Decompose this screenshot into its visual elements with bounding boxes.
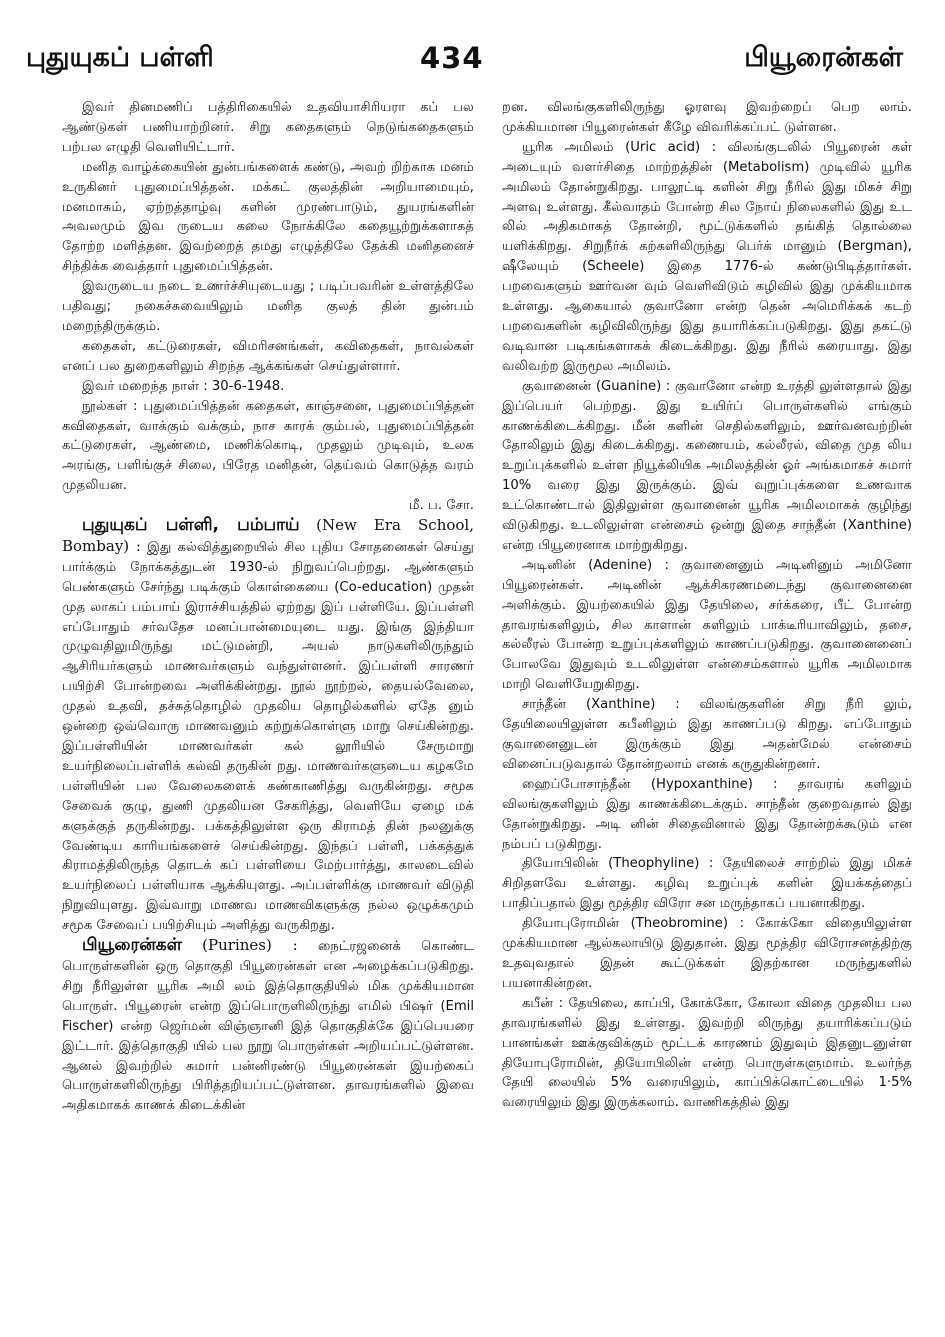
subentry-xanthine: சாந்தீன் (Xanthine) : விலங்குகளின் சிறு நீரி லும், தேயிலையிலுள்ள கபீனிலும் இது காணப்படு கிறது. எப்போதும் குவானைனுடன் இருக்கும் இது அதன்மேல் என்சைம் வினைப்படுவதால் தோன்றலாம் எனக் கருதுகின்றனர்.: [502, 697, 912, 772]
entry-body: இது கல்வித்துறையில் சில புதிய சோதனைகள் செய்து பார்க்கும் நோக்கத்துடன் 1930-ல் நிறுவப்பெற்றது. ஆண்களும் பெண்களும் சேர்ந்து படிக்கும் கொள்கையை (Co-education) முதன் முத லாகப் பம்பாய் இராச்சியத்தில் ஏற்றது இப் பள்ளியே. இப்பள்ளி எப்போதும் சர்வதேச மனப்பான்மையுடை யது. இங்கு இந்தியா முழுவதிலுமிருந்து மட்டுமன்றி, அயல் நாடுகளிலிருந்தும் ஆசிரியர்களும் மாணவர்களும் வந்துள்ளனர். இப்பள்ளி சாரணர் பயிற்சி போன்றவை அளிக்கின்றது. நூல் நூற்றல், தையல்வேலை, முதல் உதவி, தச்சுத்தொழில் முதலிய தொழில்களில் ஏதே னும் ஒன்றை ஒவ்வொரு மாணவனும் கற்றுக்கொள்ளு மாறு செய்கின்றது. இப்பள்ளியின் மாணவர்கள் கல் லூரியில் சேருமாறு உயர்நிலைப்பள்ளிக் கல்வி தருகின் றது. மாணவர்களுடைய கழகமே பள்ளியின் பல வேலைகளைக் கண்காணித்து வருகின்றது. சமூக சேவைக் குழு, துணி முதலியன சேகரித்து, வெளியே ஏழை மக் களுக்குத் தருகின்றது. பக்கத்திலுள்ள ஒரு கிராமத் தின் நலனுக்கு வேண்டிய காரியங்களைச் செய்கின்றது. இந்தப் பள்ளி, பக்கத்துக் கிராமத்திலிருந்த தொடக் கப் பள்ளியை மேற்பார்த்து, காலடைவில் உயர்நிலைப் பள்ளியாக ஆக்கியுளது. அப்பள்ளிக்கு மாணவர் விடுதி நிறுவியுளது. இவ்வாறு மாணவ மாணவிகளுக்கு நல்ல ஒழுக்கமும் சமூக சேவைப் பயிற்சியும் அளித்து வருகிறது.: [62, 539, 474, 934]
right-column: [502, 98, 912, 1333]
subentry-theobromine: தியோபுரோமின் (Theobromine) : கோக்கோ விதையிலுள்ள முக்கியமான ஆல்கலாயிடு இதுதான். இது மூத்திர விரோசனத்திற்கு உதவுவதால் இதன் கூட்டுக்கள் இதற்கான மருந்துகளில் பயனாகின்றன.: [502, 916, 912, 991]
subentry-theophyline: தியோபிலின் (Theophyline) : தேயிலைச் சாற்றில் இது மிகச் சிறிதளவே உள்ளது. கழிவு உறுப்புக் களின் இயக்கத்தைப் பாதிப்பதால் இது மூத்திர விரோ சன மருந்தாகப் பயனாகிறது.: [502, 856, 912, 912]
running-head-left: புதுயுகப் பள்ளி: [26, 42, 214, 73]
subentry-guanine: குவானைன் (Guanine) : குவானோ என்ற உரத்தி லுள்ளதால் இது இப்பெயர் பெற்றது. இது உயிர்ப் பொருள்களில் எங்கும் காணக்கிடைக்கிறது. மீன் களின் செதில்களிலும், ஊர்வனவற்றின் தோலிலும் இது கிடைக்கிறது. கணையம், கல்லீரல், விதை முத லிய உறுப்புக்களில் உள்ள நியூக்லியிக அமிலத்தின் ஓர் அங்கமாகச் சுமார் 10% வரை இது இருக்கும். இவ் வுறுப்புக்களை உணவாக உட்கொண்டால் இதிலுள்ள குவானைன் யூரிக அமிலமாகக் குழிந்து விடுகிறது. உடலிலுள்ள என்சைம் ஒன்று இதை சாந்தீன் (Xanthine) என்ற பியூரைனாக மாற்றுகிறது.: [502, 378, 912, 553]
paragraph: இவருடைய நடை உணர்ச்சியுடையது ; படிப்பவரின் உள்ளத்திலே பதிவது; நகைச்சுவையிலும் மனித குலத் தின் துன்பம் மறைந்திருக்கும்.: [62, 279, 474, 334]
subentry-uric-acid: யூரிக அமிலம் (Uric acid) : விலங்குடலில் பியூரைன் கள் அடையும் வளர்சிதை மாற்றத்தின் (Metabolism) முடிவில் யூரிக அமிலம் தோன்றுகிறது. பாலூட்டி களின் சிறு நீரில் இது மிகச் சிறு அளவு உள்ளது. கீல்வாதம் போன்ற சில நோய் நிலைகளில் இது உட லில் அதிகமாகத் தோன்றி, மூட்டுக்களில் தங்கித் தொல்லை யளிக்கிறது. சிறுநீர்க் கற்களிலிருந்து பெர்க் மானும் (Bergman), ஷீலேயும் (Scheele) இதை 1776-ல் கண்டுபிடித்தார்கள். பறவைகளும் ஊர்வன வும் வெளிவிடும் கழிவில் இது முக்கியமாக உள்ளது. ஆகையால் குவானோ என்ற தென் அமெரிக்கக் கடற் பறவைகளின் கழிவிலிருந்து இது தயாரிக்கப்படுகிறது. இது தகட்டு வடிவான படிகங்களாகக் கிடைக்கிறது. இது நீரில் கரையாது. இது வலிவற்ற இருமூல அமிலம்.: [502, 139, 912, 374]
entry-headword: புதுயுகப் பள்ளி, பம்பாய்: [82, 515, 300, 536]
entry-body: நைட்ரஜனைக் கொண்ட பொருள்களின் ஒரு தொகுதி பியூரைன்கள் என அழைக்கப்படுகிறது. சிறு நீரிலுள்ள யூரிக அமி லம் இத்தொகுதியில் மிக முக்கியமான பொருள். பியூரைன் என்ற இப்பொருளிலிருந்து எமில் பிஷர் (Emil Fischer) என்ற ஜெர்மன் விஞ்ஞானி இத் தொகுதிக்கே இப்பெயரை இட்டார். இத்தொகுதி யில் பல நூறு பொருள்கள் அறியப்பட்டுள்ளன. ஆனல் இவற்றில் சுமார் பன்னிரண்டு பியூரைன்கள் இயற்கைப் பொருள்களிலிருந்து பிரித்தறியப்பட்டுள்ளன. தாவரங்களில் இவை அதிகமாகக் காணக் கிடைக்கின்: [62, 939, 474, 1114]
works-list: நூல்கள் : புதுமைப்பித்தன் கதைகள், காஞ்சனை, புதுமைப்பித்தன் கவிதைகள், வாக்கும் வக்கும், நாச காரக் கும்பல், புதுமைப்பித்தன் கட்டுரைகள், ஆண்மை, மணிக்கொடி, முதலும் முடிவும், உலக அரங்கு, பளிங்குச் சிலை, பிரேத மனிதன், தெய்வம் கொடுத்த வரம் முதலியன.: [62, 398, 474, 494]
paragraph-continued: றன. விலங்குகளிலிருந்து ஓரளவு இவற்றைப் பெற லாம். முக்கியமான பியூரைன்கள் கீழே விவரிக்கப்பட் டுள்ளன.: [502, 100, 912, 135]
left-column: [62, 98, 474, 1333]
running-head-right: பியூரைன்கள்: [744, 42, 903, 73]
author-signature: மீ. ப. சோ.: [409, 498, 474, 514]
entry-new-era-school: [62, 516, 474, 936]
subentry-caffeine: கபீன் : தேயிலை, காப்பி, கோக்கோ, கோலா விதை முதலிய பல தாவரங்களில் இது உள்ளது. இவற்றி லிருந்து தயாரிக்கப்படும் பானங்கள் ஊக்குவிக்கும் மூட்டக் காரணம் இதுவும் இதனுடனுள்ள தியோபுரோமின், தியோபிலின் என்ற பொருள்களுமாம். உலர்ந்த தேயி லையில் 5% வரையிலும், காப்பிக்கொட்டையில் 1·5% வரையிலும் இது இருக்கலாம். வாணிகத்தில் இது: [502, 995, 912, 1111]
entry-latin-name: (Purines) :: [202, 936, 298, 955]
entry-purines: [62, 936, 474, 1116]
paragraph: மனித வாழ்க்கையின் துன்பங்களைக் கண்டு, அவற் றிற்காக மனம் உருகினர் புதுமைப்பித்தன். மக்கட் குலத்தின் அறியாமையும், மனமாசும், ஏற்றத்தாழ்வு களின் முரண்பாடும், துயரங்களின் அவலமும் இவ ருடைய கலை நோக்கிலே கதையூற்றுக்களாகத் தோற்ற மளித்தன. இவற்றைத் தமது எழுத்திலே தேக்கி மனிதனைச் சிந்திக்க வைத்தார் புதுமைப்பித்தன்.: [62, 159, 474, 275]
death-date: இவர் மறைந்த நாள் : 30-6-1948.: [82, 378, 285, 394]
entry-latin-name: (New Era School, Bombay) :: [62, 516, 474, 555]
subentry-adenine: அடினின் (Adenine) : குவானைனும் அடினினும் அமினோ பியூரைன்கள். அடினின் ஆக்சிகரணமடைந்து குவானைனை அளிக்கும். இயற்கையில் இது தேயிலை, சர்க்கரை, பீட் போன்ற தாவரங்களிலும், சில காளான் களிலும் பாக்டீரியாவிலும், தசை, கல்லீரல் போன்ற உறுப்புக்களிலும் காணப்படுகிறது. குவானைனைப் போலவே இதுவும் உடலிலுள்ள என்சைம்களால் யூரிக அமிலமாக மாறி வெளியேறுகிறது.: [502, 557, 912, 693]
page-number: 434: [420, 41, 484, 75]
paragraph: இவர் தினமணிப் பத்திரிகையில் உதவியாசிரியரா கப் பல ஆண்டுகள் பணியாற்றினர். சிறு கதைகளும் நெடுங்கதைகளும் பற்பல எழுதி வெளியிட்டார்.: [62, 100, 474, 155]
subentry-hypoxanthine: ஹைப்போசாந்தீன் (Hypoxanthine) : தாவரங் களிலும் விலங்குகளிலும் இது காணக்கிடைக்கும். சாந்தீன் குறைவதால் இது தோன்றுகிறது. அடி னின் சிதைவினால் இது தோன்றக்கூடும் என நம்பப் படுகிறது.: [502, 776, 912, 852]
paragraph: கதைகள், கட்டுரைகள், விமரிசனங்கள், கவிதைகள், நாவல்கள் எனப் பல துறைகளிலும் சிறந்த ஆக்கங்கள் செய்துள்ளார்.: [62, 338, 474, 374]
entry-headword: பியூரைன்கள்: [82, 935, 182, 956]
